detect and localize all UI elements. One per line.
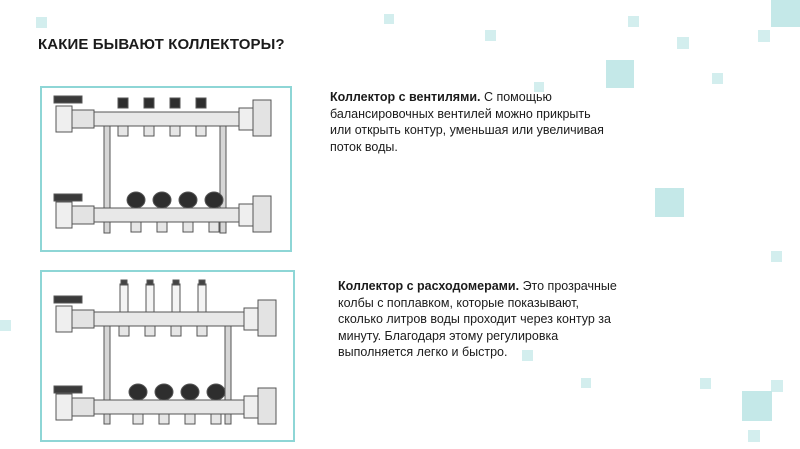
decor-square <box>581 378 591 388</box>
manifold-valves-image <box>40 86 292 252</box>
decor-square <box>628 16 639 27</box>
decor-square <box>712 73 723 84</box>
decor-square <box>771 0 800 27</box>
valves-text: С помощью балансировочных вентилей можно прикрыть или открыть контур, уменьшая или увеличивая поток воды. <box>330 90 604 154</box>
valves-description <box>330 89 615 155</box>
decor-square <box>606 60 634 88</box>
decor-square <box>700 378 711 389</box>
decor-square <box>771 251 782 262</box>
decor-square <box>742 391 772 421</box>
decor-square <box>384 14 394 24</box>
decor-square <box>485 30 496 41</box>
decor-square <box>0 320 11 331</box>
flowmeters-description <box>338 278 623 361</box>
decor-square <box>36 17 47 28</box>
valves-heading: Коллектор с вентилями. <box>330 90 481 104</box>
manifold-flowmeters-image <box>40 270 295 442</box>
decor-square <box>655 188 684 217</box>
page-title: КАКИЕ БЫВАЮТ КОЛЛЕКТОРЫ? <box>38 36 285 53</box>
decor-square <box>677 37 689 49</box>
manifold-flowmeters-drawing <box>42 272 293 440</box>
decor-square <box>758 30 770 42</box>
manifold-valves-drawing <box>42 88 290 250</box>
flowmeters-heading: Коллектор с расходомерами. <box>338 279 520 293</box>
decor-square <box>748 430 760 442</box>
flowmeters-text: Это прозрачные колбы с поплавком, которые показывают, сколько литров воды проходит через контур за минуту. Благодаря этому регулировка выполняется легко и быстро. <box>338 279 617 359</box>
decor-square <box>771 380 783 392</box>
